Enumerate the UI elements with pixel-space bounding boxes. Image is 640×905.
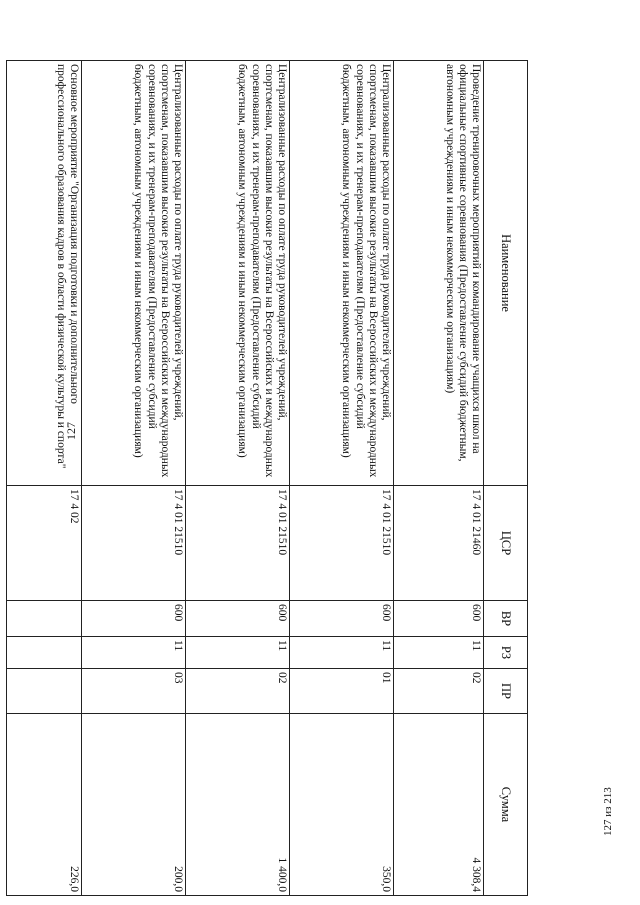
header-pr: ПР — [484, 669, 528, 714]
cell-rz — [7, 637, 82, 669]
cell-vr: 600 — [290, 601, 394, 637]
cell-pr: 03 — [82, 669, 186, 714]
cell-sum: 226,0 — [7, 714, 82, 896]
cell-csr: 17 4 01 21510 — [290, 486, 394, 601]
cell-vr — [7, 601, 82, 637]
cell-name: Централизованные расходы по оплате труда руководителей учреждений, спортсменам, показавшим высокие результаты на Всероссийских и международных соревнованиях, и их тренерам-преподавателям (Предоставление субсидий бюджетным, автономным учреждениям и иным некоммерческим организациям) — [290, 61, 394, 486]
cell-vr: 600 — [394, 601, 484, 637]
cell-name: Проведение тренировочных мероприятий и командирование учащихся школ на официальные спортивные соревнования (Предоставление субсидий бюджетным, автономным учреждениям и иным некоммерческим организациям) — [394, 61, 484, 486]
cell-sum: 200,0 — [82, 714, 186, 896]
table-row — [186, 61, 290, 896]
cell-rz: 11 — [290, 637, 394, 669]
table-row — [7, 61, 82, 896]
cell-name: Централизованные расходы по оплате труда руководителей учреждений, спортсменам, показавшим высокие результаты на Всероссийских и международных соревнованиях, и их тренерам-преподавателям (Предоставление субсидий бюджетным, автономным учреждениям и иным некоммерческим организациям) — [186, 61, 290, 486]
cell-pr: 02 — [394, 669, 484, 714]
header-sum: Сумма — [484, 714, 528, 896]
cell-rz: 11 — [394, 637, 484, 669]
cell-csr: 17 4 01 21460 — [394, 486, 484, 601]
cell-pr — [7, 669, 82, 714]
budget-table — [6, 60, 528, 896]
table-row — [82, 61, 186, 896]
header-rz: РЗ — [484, 637, 528, 669]
cell-vr: 600 — [186, 601, 290, 637]
cell-rz: 11 — [186, 637, 290, 669]
header-name: Наименование — [484, 61, 528, 486]
cell-pr: 01 — [290, 669, 394, 714]
footer-page-counter: 127 из 213 — [602, 787, 614, 836]
header-csr: ЦСР — [484, 486, 528, 601]
cell-pr: 02 — [186, 669, 290, 714]
header-vr: ВР — [484, 601, 528, 637]
cell-csr: 17 4 01 21510 — [82, 486, 186, 601]
cell-csr: 17 4 01 21510 — [186, 486, 290, 601]
cell-name: Централизованные расходы по оплате труда руководителей учреждений, спортсменам, показавшим высокие результаты на Всероссийских и международных соревнованиях, и их тренерам-преподавателям (Предоставление субсидий бюджетным, автономным учреждениям и иным некоммерческим организациям) — [82, 61, 186, 486]
cell-sum: 350,0 — [290, 714, 394, 896]
cell-vr: 600 — [82, 601, 186, 637]
cell-sum: 4 308,4 — [394, 714, 484, 896]
cell-name: Основное мероприятие "Организация подготовки и дополнительного профессионального образования кадров в области физической культуры и спорта" — [7, 61, 82, 486]
table-header-row — [484, 61, 528, 896]
cell-sum: 1 400,0 — [186, 714, 290, 896]
cell-rz: 11 — [82, 637, 186, 669]
cell-csr: 17 4 02 — [7, 486, 82, 601]
table-row — [394, 61, 484, 896]
page-number: 127 — [64, 422, 78, 440]
table-row — [290, 61, 394, 896]
